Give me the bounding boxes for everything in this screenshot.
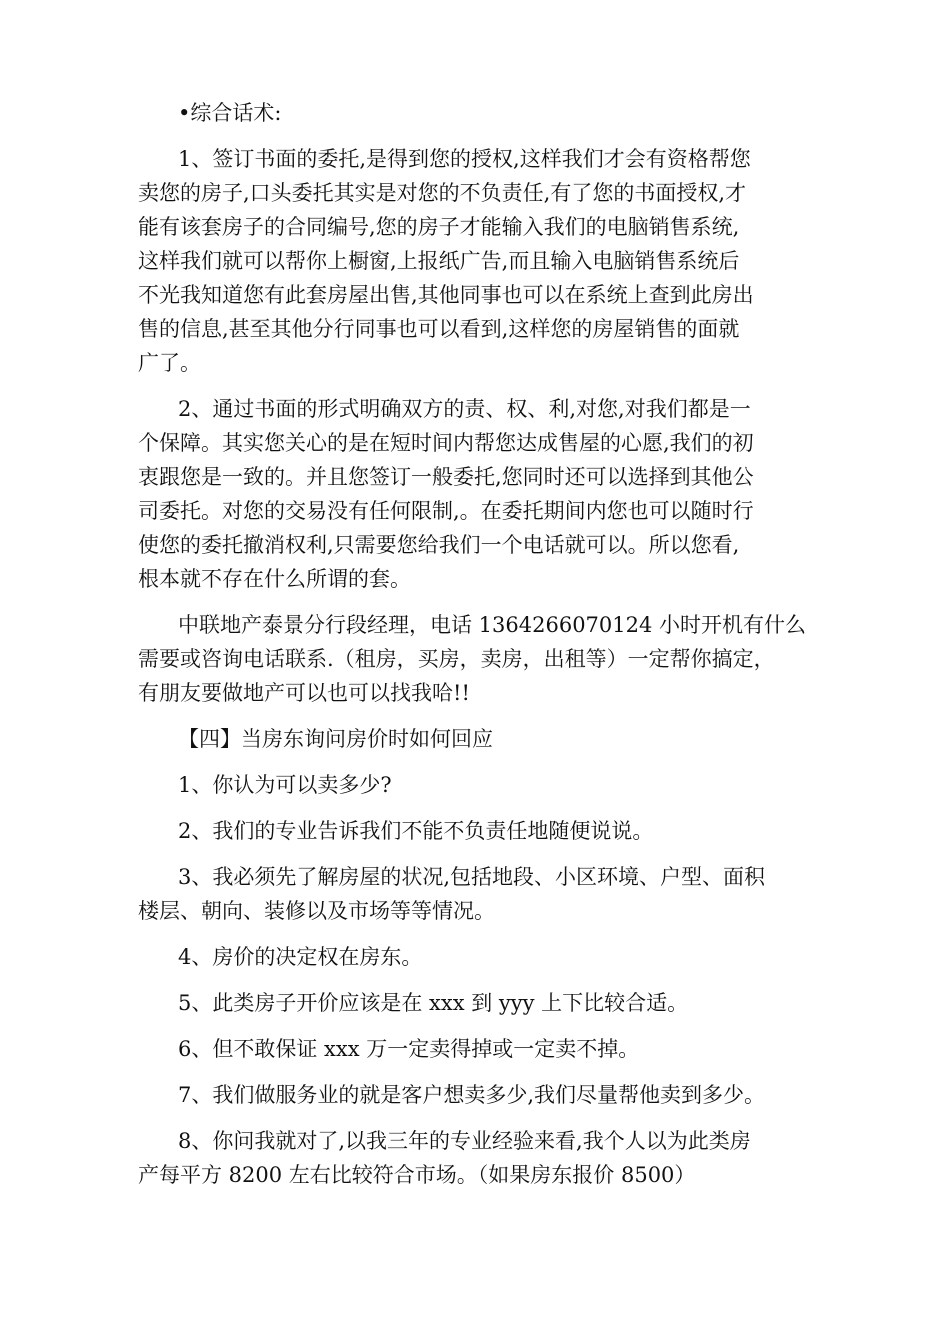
text-line: 7、我们做服务业的就是客户想卖多少,我们尽量帮他卖到多少。 xyxy=(178,1083,766,1107)
text-line: 不光我知道您有此套房屋出售,其他同事也可以在系统上查到此房出 xyxy=(138,283,754,307)
contact-paragraph xyxy=(138,608,818,710)
text-line: 2、通过书面的形式明确双方的责、权、利,对您,对我们都是一 xyxy=(178,397,751,421)
text-line: 有朋友要做地产可以也可以找我哈!! xyxy=(138,681,470,705)
text-line: 广了。 xyxy=(138,351,201,375)
paragraph-2 xyxy=(138,392,818,596)
text-line: 6、但不敢保证 xxx 万一定卖得掉或一定卖不掉。 xyxy=(178,1037,640,1061)
text-line: 中联地产泰景分行段经理，电话 1364266070124 小时开机有什么 xyxy=(178,613,807,637)
list-item-1 xyxy=(138,768,818,802)
text-line: 能有该套房子的合同编号,您的房子才能输入我们的电脑销售系统, xyxy=(138,215,740,239)
text-line: 衷跟您是一致的。并且您签订一般委托,您同时还可以选择到其他公 xyxy=(138,465,754,489)
text-line: 5、此类房子开价应该是在 xxx 到 yyy 上下比较合适。 xyxy=(178,991,689,1015)
text-line: 楼层、朝向、装修以及市场等等情况。 xyxy=(138,899,495,923)
text-line: 产每平方 8200 左右比较符合市场。（如果房东报价 8500） xyxy=(138,1163,696,1187)
text-line: 1、你认为可以卖多少? xyxy=(178,773,392,797)
list-item-8 xyxy=(138,1124,818,1192)
text-line: 根本就不存在什么所谓的套。 xyxy=(138,567,411,591)
text-line: 【四】当房东询问房价时如何回应 xyxy=(178,727,493,751)
text-line: 这样我们就可以帮你上橱窗,上报纸广告,而且输入电脑销售系统后 xyxy=(138,249,740,273)
text-line: 8、你问我就对了,以我三年的专业经验来看,我个人以为此类房 xyxy=(178,1129,751,1153)
text-line: 3、我必须先了解房屋的状况,包括地段、小区环境、户型、面积 xyxy=(178,865,766,889)
section-heading: •综合话术: xyxy=(178,101,282,125)
list-item-4 xyxy=(138,940,818,974)
paragraph-1 xyxy=(138,142,818,380)
document-body xyxy=(138,96,818,1204)
text-line: 使您的委托撤消权利,只需要您给我们一个电话就可以。所以您看, xyxy=(138,533,740,557)
list-item-3 xyxy=(138,860,818,928)
list-item-2 xyxy=(138,814,818,848)
list-item-5 xyxy=(138,986,818,1020)
text-line: 4、房价的决定权在房东。 xyxy=(178,945,423,969)
text-line: 需要或咨询电话联系.（租房，买房，卖房，出租等）一定帮你搞定， xyxy=(138,647,775,671)
text-line: 2、我们的专业告诉我们不能不负责任地随便说说。 xyxy=(178,819,654,843)
text-line: 个保障。其实您关心的是在短时间内帮您达成售屋的心愿,我们的初 xyxy=(138,431,754,455)
text-line: 1、签订书面的委托,是得到您的授权,这样我们才会有资格帮您 xyxy=(178,147,751,171)
text-line: 卖您的房子,口头委托其实是对您的不负责任,有了您的书面授权,才 xyxy=(138,181,747,205)
text-line: 司委托。对您的交易没有任何限制,。在委托期间内您也可以随时行 xyxy=(138,499,754,523)
section-four-heading xyxy=(138,722,818,756)
text-line: 售的信息,甚至其他分行同事也可以看到,这样您的房屋销售的面就 xyxy=(138,317,740,341)
list-item-6 xyxy=(138,1032,818,1066)
list-item-7 xyxy=(138,1078,818,1112)
